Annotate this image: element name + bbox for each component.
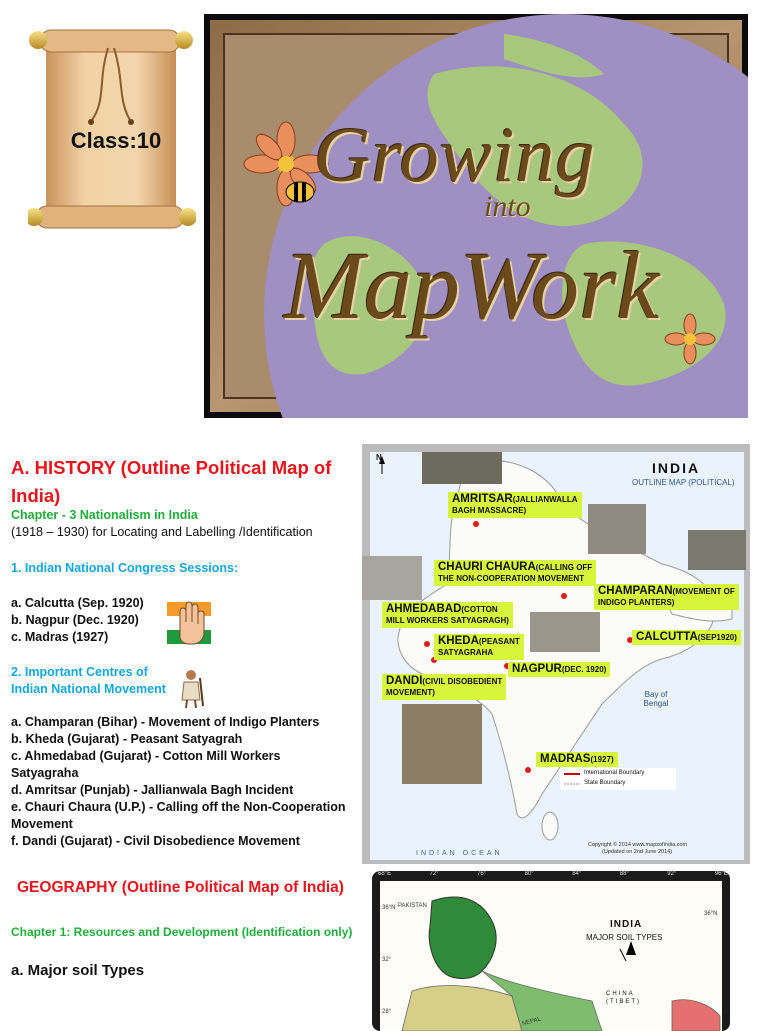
label-calcutta (632, 630, 741, 645)
label-chauri-chaura (434, 560, 596, 586)
list-item: a. Champaran (Bihar) - Movement of Indigo Planters (11, 715, 320, 729)
label-madras (536, 752, 618, 767)
label-amritsar (448, 492, 582, 518)
tick-label: 36°N (382, 905, 396, 911)
india-political-map (362, 444, 750, 864)
label-kheda (434, 634, 524, 660)
soil-map-graphic (372, 871, 730, 1031)
important-centres-heading (11, 664, 166, 698)
bay-of-bengal-label: Bay of Bengal (643, 690, 669, 708)
map-updated: (Updated on 2nd June 2014) (602, 849, 673, 855)
geography-chapter: Chapter 1: Resources and Development (Identification only) (11, 925, 353, 939)
centres-heading-line: 2. Important Centres of (11, 665, 148, 679)
label-nagpur (508, 662, 610, 677)
map-copyright: Copyright © 2014 www.mapsofindia.com (588, 842, 688, 848)
pakistan-label: PAKISTAN (398, 903, 427, 909)
label-name: AHMEDABAD (386, 603, 462, 615)
tick-label: 28° (382, 1009, 392, 1015)
sessions-list (11, 595, 144, 646)
history-title: A. HISTORY (Outline Political Map of India) (11, 457, 332, 506)
chauri-chaura-photo (362, 556, 422, 600)
congress-sessions-heading: 1. Indian National Congress Sessions: (11, 561, 239, 575)
legend-state: State Boundary (584, 780, 626, 786)
list-item: f. Dandi (Gujarat) - Civil Disobedience Movement (11, 834, 300, 848)
banner-title-into: into (484, 190, 531, 223)
label-desc: INDIGO PLANTERS) (598, 598, 675, 607)
label-name: CHAMPARAN (598, 585, 673, 597)
globe-illustration (204, 14, 748, 418)
label-desc: (CALLING OFF (535, 563, 593, 572)
label-desc: THE NON-COOPERATION MOVEMENT (438, 574, 585, 583)
label-name: KHEDA (438, 635, 479, 647)
label-desc: (JALLIANWALLA (512, 495, 578, 504)
centres-heading-line: Indian National Movement (11, 682, 166, 696)
banner-title-growing: Growing (314, 111, 596, 198)
longitude-ticks (378, 871, 728, 877)
tick-label: 84° (572, 871, 582, 877)
soil-types-heading: a. Major soil Types (11, 962, 145, 979)
india-map-title: INDIA (652, 460, 701, 476)
label-name: AMRITSAR (452, 493, 513, 505)
list-item: a. Calcutta (Sep. 1920) (11, 596, 144, 610)
list-item: c. Madras (1927) (11, 630, 109, 644)
banner-title-mapwork: MapWork (284, 232, 660, 339)
soil-map-title: INDIA (610, 919, 643, 930)
tick-label: 80° (524, 871, 534, 877)
label-dandi (382, 674, 506, 700)
tick-label: 88° (619, 871, 629, 877)
legend-international: International Boundary (584, 770, 645, 776)
list-item: b. Nagpur (Dec. 1920) (11, 613, 139, 627)
tibet-label: (TIBET) (606, 999, 641, 1005)
tick-label: 36°N (704, 911, 718, 917)
label-desc: (CIVIL DISOBEDIENT (422, 677, 503, 686)
label-ahmedabad (382, 602, 513, 628)
label-name: NAGPUR (512, 663, 562, 675)
centres-list (11, 714, 351, 850)
list-item: c. Ahmedabad (Gujarat) - Cotton Mill Workers Satyagraha (11, 749, 281, 780)
label-desc: SATYAGRAHA (438, 648, 494, 657)
label-desc: MILL WORKERS SATYAGRAGH) (386, 616, 509, 625)
history-chapter: Chapter - 3 Nationalism in India (11, 508, 198, 522)
kheda-satyagraha-photo (530, 612, 600, 652)
class-label: Class:10 (70, 128, 162, 153)
label-desc: BAGH MASSACRE) (452, 506, 527, 515)
india-soil-map (372, 871, 730, 1031)
growing-into-mapwork-banner (204, 14, 748, 418)
label-name: CALCUTTA (636, 631, 698, 643)
label-desc: (MOVEMENT OF (672, 587, 735, 596)
soil-map-subtitle: MAJOR SOIL TYPES (586, 933, 663, 942)
dandi-march-photo (402, 704, 482, 784)
tick-label: 72° (429, 871, 439, 877)
label-desc: (SEP1920) (697, 633, 737, 642)
label-champaran (594, 584, 739, 610)
tick-label: 92° (667, 871, 677, 877)
label-desc: (1927) (590, 755, 614, 764)
label-name: DANDI (386, 675, 423, 687)
india-map-subtitle: OUTLINE MAP (POLITICAL) (632, 478, 735, 487)
label-desc: (DEC. 1920) (561, 665, 607, 674)
champaran-satyagraha-photo (688, 530, 746, 570)
label-desc: MOVEMENT) (386, 688, 435, 697)
bee-icon (286, 182, 314, 202)
tick-label: 76° (477, 871, 487, 877)
list-item: b. Kheda (Gujarat) - Peasant Satyagrah (11, 732, 243, 746)
congress-hand-icon (164, 596, 214, 652)
tick-label: 68°E (378, 871, 392, 877)
geography-title: GEOGRAPHY (Outline Political Map of India) (17, 879, 344, 896)
gandhi-figure-icon (176, 668, 206, 708)
nepal-label: NEPAL (521, 1016, 542, 1028)
tick-label: 96°E (714, 871, 728, 877)
label-name: CHAURI CHAURA (438, 561, 536, 573)
class-scroll (28, 20, 196, 238)
label-name: MADRAS (540, 753, 591, 765)
massacre-photo (422, 452, 502, 484)
tick-label: 32° (382, 957, 392, 963)
history-range: (1918 – 1930) for Locating and Labelling /Identification (11, 525, 313, 539)
list-item: e. Chauri Chaura (U.P.) - Calling off the Non-Cooperation Movement (11, 800, 346, 831)
indian-ocean-label: INDIAN OCEAN (416, 850, 503, 857)
north-label: N (376, 453, 382, 462)
china-label: CHINA (606, 991, 635, 997)
list-item: d. Amritsar (Punjab) - Jallianwala Bagh Incident (11, 783, 294, 797)
label-desc: (PEASANT (478, 637, 520, 646)
non-cooperation-photo (588, 504, 646, 554)
label-desc: (COTTON (461, 605, 498, 614)
